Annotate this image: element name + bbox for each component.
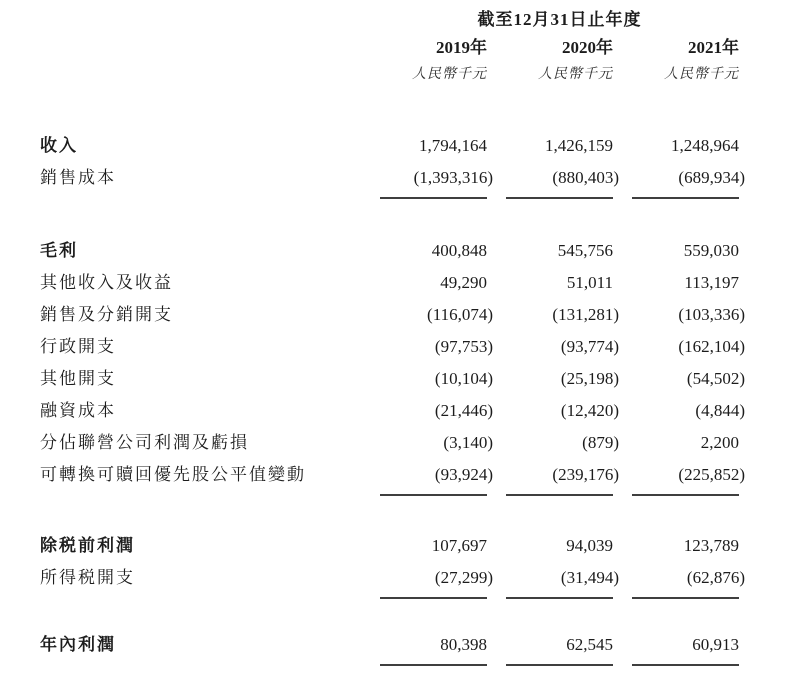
- table-row-other-income: [0, 267, 800, 299]
- row-label: 分佔聯營公司利潤及虧損: [40, 433, 249, 452]
- table-row-profit-for-the-year: [0, 629, 800, 666]
- row-label: 銷售成本: [40, 168, 116, 187]
- row-label: 可轉換可贖回優先股公平值變動: [40, 465, 306, 484]
- section-spacer: [0, 88, 800, 130]
- cell-value: (162,104): [678, 337, 745, 356]
- row-label: 融資成本: [40, 401, 116, 420]
- header-spacer-cell: [40, 6, 361, 34]
- cell-value: (689,934): [632, 162, 739, 199]
- cell-value: 51,011: [566, 273, 613, 292]
- table-row-other-expenses: [0, 363, 800, 395]
- header-spacer-cell: [40, 34, 361, 62]
- cell-value: (93,774): [560, 337, 619, 356]
- table-row-share-of-associates: [0, 427, 800, 459]
- cell-value: (27,299): [380, 562, 487, 599]
- row-label: 其他開支: [40, 369, 116, 388]
- table-row-finance-costs: [0, 395, 800, 427]
- cell-value: (116,074): [427, 305, 493, 324]
- table-row-preferred-shares-fair-value-change: [0, 459, 800, 496]
- unit-label: 人民幣千元: [538, 67, 613, 82]
- row-label: 年內利潤: [40, 635, 116, 654]
- cell-value: (225,852): [632, 459, 739, 496]
- cell-value: (3,140): [443, 433, 493, 452]
- column-header-2019: 2019年: [436, 38, 487, 57]
- unit-label: 人民幣千元: [664, 67, 739, 82]
- section-spacer: [0, 199, 800, 235]
- section-spacer: [0, 496, 800, 530]
- cell-value: (239,176): [506, 459, 613, 496]
- cell-value: 107,697: [431, 536, 487, 555]
- cell-value: (880,403): [506, 162, 613, 199]
- cell-value: (103,336): [678, 305, 745, 324]
- cell-value: (1,393,316): [380, 162, 487, 199]
- cell-value: (93,924): [380, 459, 487, 496]
- cell-value: 49,290: [440, 273, 487, 292]
- cell-value: 62,545: [506, 629, 613, 666]
- row-label: 其他收入及收益: [40, 273, 173, 292]
- cell-value: 123,789: [683, 536, 739, 555]
- period-title: 截至12月31日止年度: [477, 10, 642, 29]
- cell-value: (25,198): [560, 369, 619, 388]
- table-header-units: [0, 62, 800, 88]
- cell-value: (97,753): [434, 337, 493, 356]
- cell-value: 400,848: [431, 241, 487, 260]
- table-row-income-tax-expense: [0, 562, 800, 599]
- table-row-revenue: [0, 130, 800, 162]
- cell-value: (879): [582, 433, 619, 452]
- cell-value: (10,104): [434, 369, 493, 388]
- cell-value: (31,494): [506, 562, 613, 599]
- table-row-profit-before-tax: [0, 530, 800, 562]
- cell-value: 1,426,159: [545, 136, 613, 155]
- row-label: 所得税開支: [40, 568, 135, 587]
- cell-value: 1,248,964: [671, 136, 739, 155]
- cell-value: (62,876): [632, 562, 739, 599]
- unit-label: 人民幣千元: [412, 67, 487, 82]
- column-header-2021: 2021年: [688, 38, 739, 57]
- row-label: 銷售及分銷開支: [40, 305, 173, 324]
- column-header-2020: 2020年: [562, 38, 613, 57]
- cell-value: (12,420): [560, 401, 619, 420]
- cell-value: 60,913: [632, 629, 739, 666]
- cell-value: 559,030: [683, 241, 739, 260]
- table-row-selling-distribution-expenses: [0, 299, 800, 331]
- row-label: 收入: [40, 136, 78, 155]
- cell-value: 545,756: [557, 241, 613, 260]
- cell-value: 94,039: [566, 536, 613, 555]
- row-label: 行政開支: [40, 337, 116, 356]
- row-label: 除税前利潤: [40, 536, 135, 555]
- row-label: 毛利: [40, 241, 78, 260]
- table-header-years: [0, 34, 800, 62]
- table-row-gross-profit: [0, 235, 800, 267]
- cell-value: (4,844): [695, 401, 745, 420]
- cell-value: 2,200: [700, 433, 739, 452]
- table-row-cost-of-sales: [0, 162, 800, 199]
- cell-value: 113,197: [684, 273, 739, 292]
- table-row-administrative-expenses: [0, 331, 800, 363]
- table-header-period: [0, 6, 800, 34]
- header-spacer-cell: [40, 62, 361, 88]
- cell-value: 80,398: [380, 629, 487, 666]
- section-spacer: [0, 599, 800, 629]
- cell-value: (54,502): [686, 369, 745, 388]
- cell-value: (21,446): [434, 401, 493, 420]
- cell-value: 1,794,164: [419, 136, 487, 155]
- cell-value: (131,281): [552, 305, 619, 324]
